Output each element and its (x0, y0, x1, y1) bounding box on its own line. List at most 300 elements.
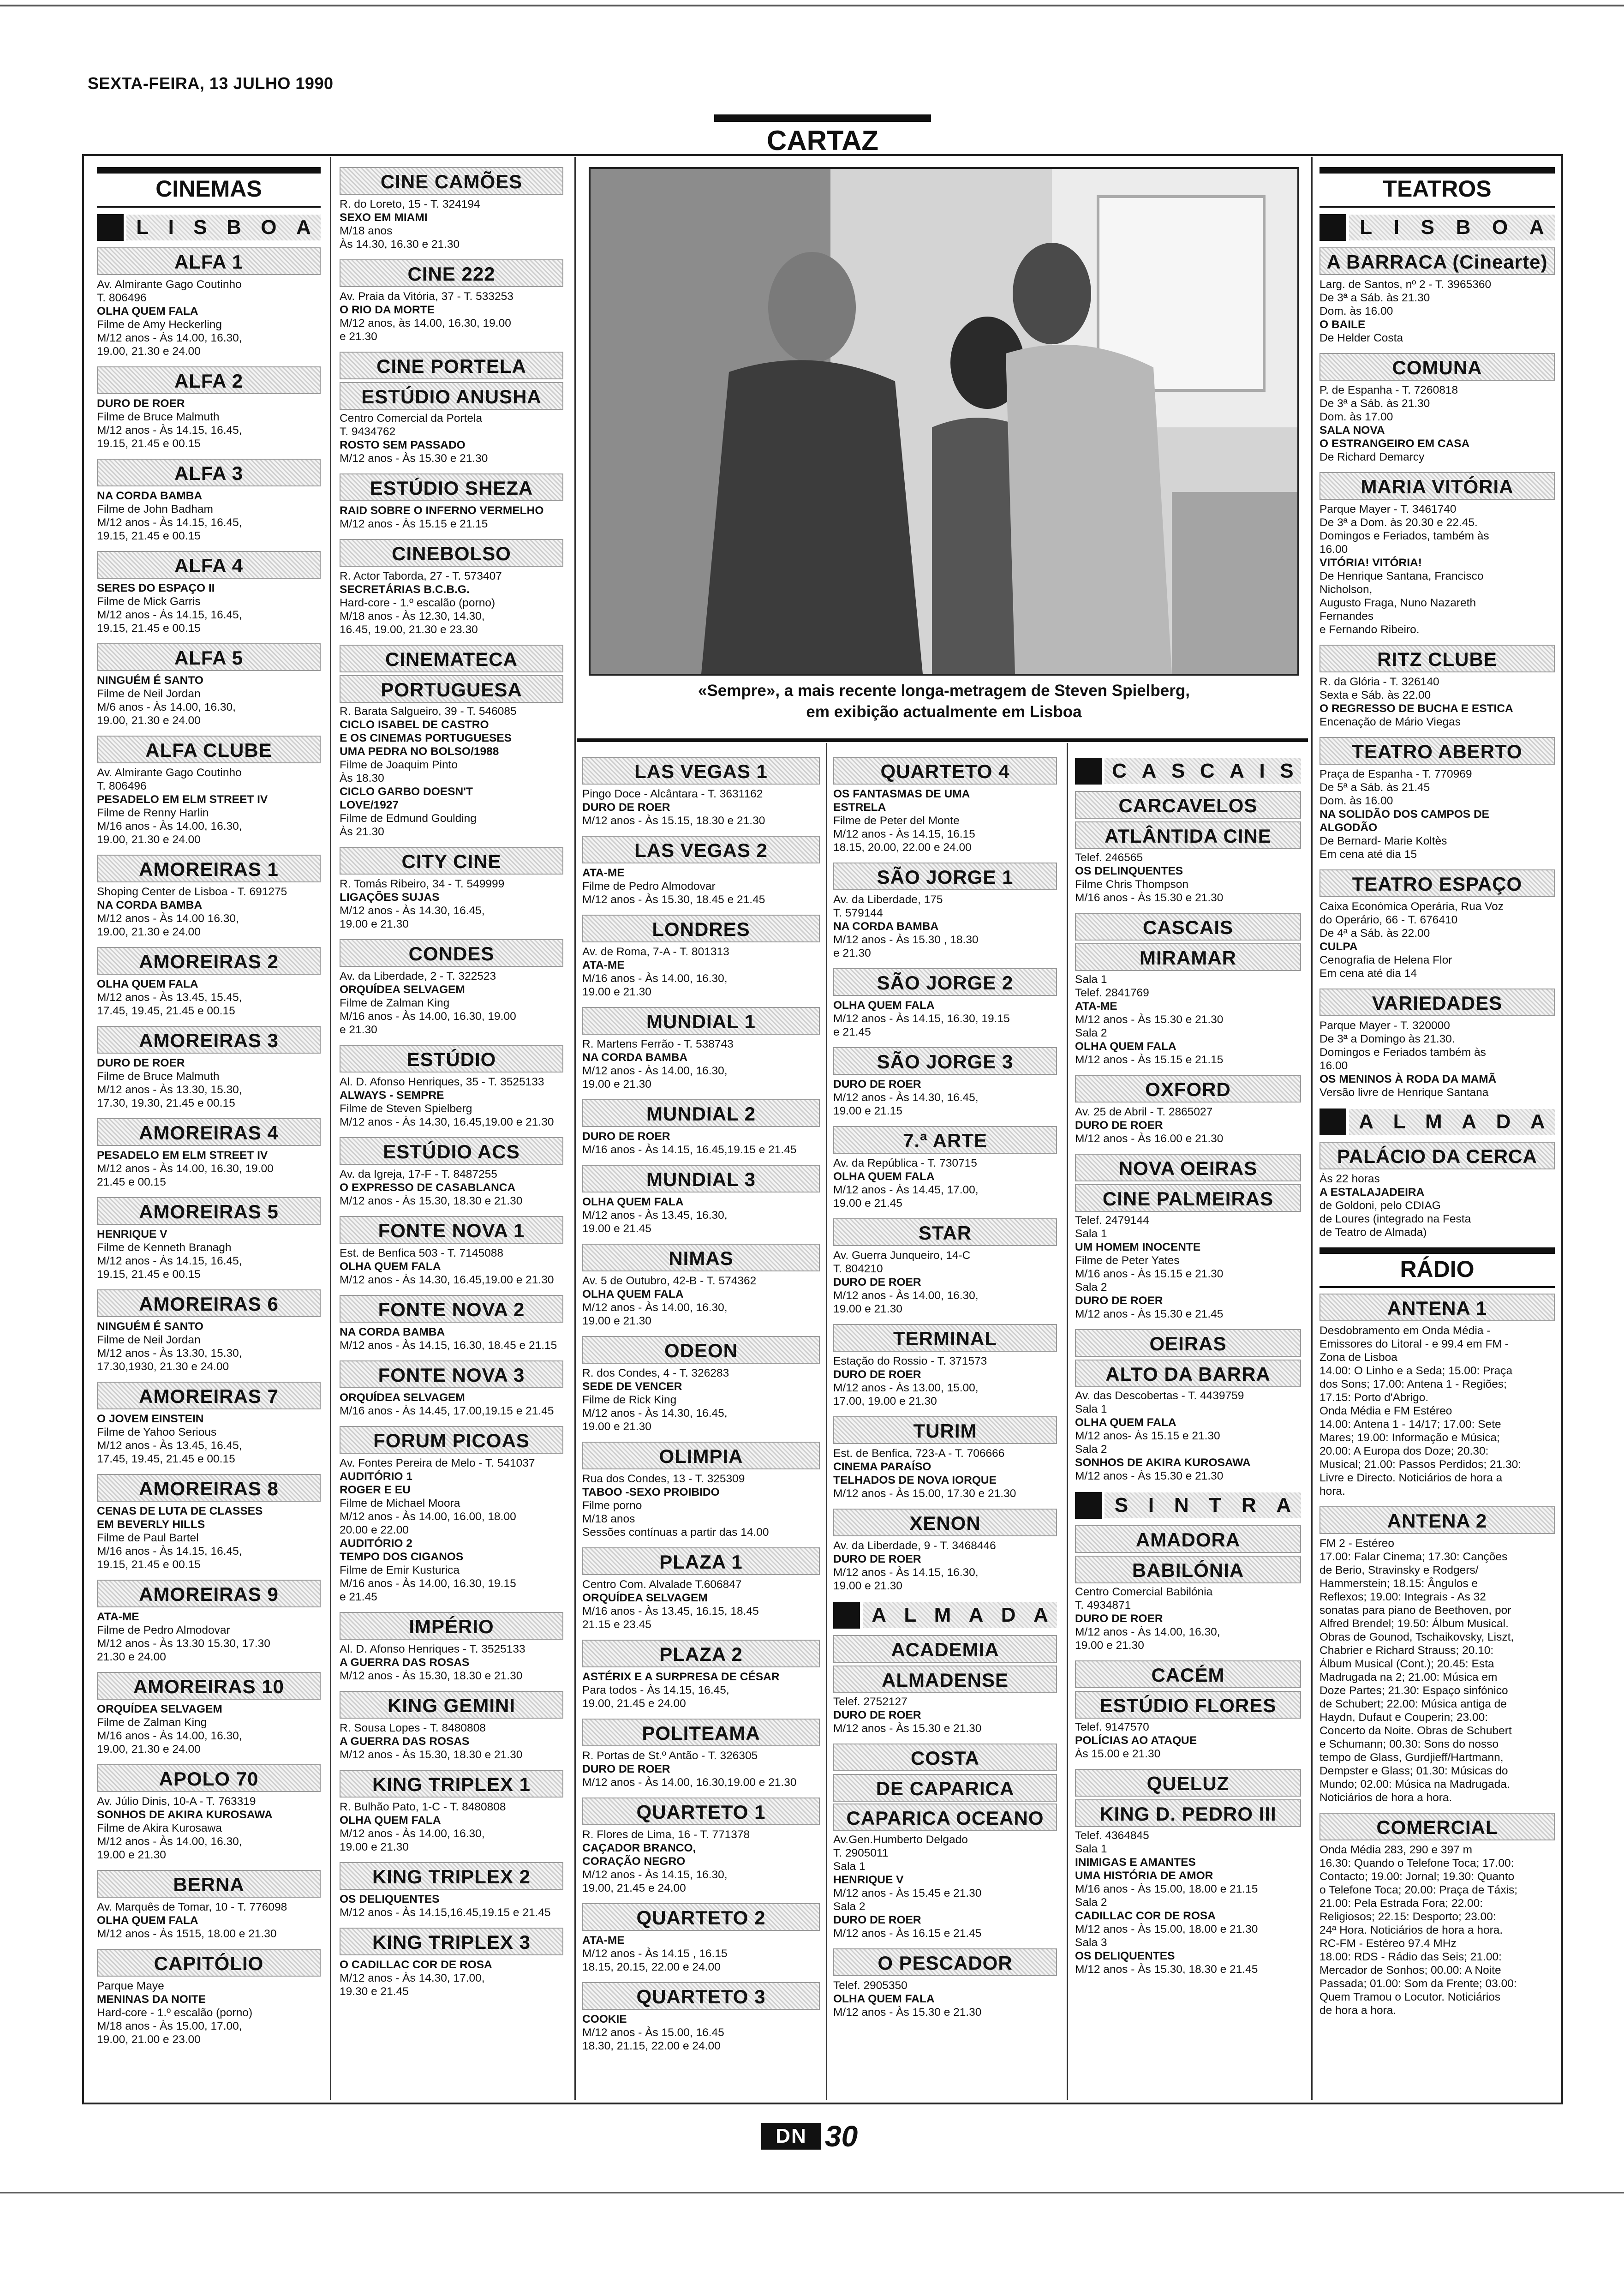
city-bar (1075, 757, 1301, 785)
info-text: Às 15.00 e 21.30 (1075, 1748, 1161, 1760)
venue-name: AMOREIRAS 6 (97, 1289, 321, 1317)
section-heading: RÁDIO (1320, 1247, 1555, 1288)
info-text: M/12 anos - Às 15.30 e 21.30 (1075, 1470, 1224, 1482)
info-text: M/12 anos - Às 14.00 16.30, 19.00, 21.30 e 24.00 (97, 912, 239, 938)
info-text: Filme de Edmund Goulding Às 21.30 (340, 812, 477, 838)
city-name (1105, 1492, 1301, 1518)
info-text: R. Bulhão Pato, 1-C - T. 8480808 (340, 1801, 506, 1813)
info-text: Filme de Renny Harlin M/16 anos - Às 14.00, 16.30, 19.00, 21.30 e 24.00 (97, 807, 242, 846)
venue-name: CINEMATECA (340, 645, 563, 672)
title-text: ATA-ME (1075, 1000, 1117, 1013)
title-text: COOKIE (582, 2013, 627, 2025)
venue-name: AMOREIRAS 8 (97, 1474, 321, 1502)
venue-listing (97, 855, 321, 939)
info-text: M/12 anos- Às 15.15 e 21.30 (1075, 1430, 1220, 1442)
venue-listing (340, 539, 563, 636)
info-text: Sala 3 (1075, 1936, 1107, 1949)
city-letter: I (1393, 216, 1400, 239)
info-text: Parque Maye (97, 1980, 164, 1992)
page-folio (761, 2119, 858, 2153)
info-text: M/12 anos - Às 14.00, 16.30, 19.00 e 21.30 (582, 1065, 728, 1091)
venue-listing (833, 1948, 1057, 2019)
info-text: Av. da Liberdade, 2 - T. 322523 (340, 970, 496, 983)
title-text: ORQUÍDEA SELVAGEM (340, 1391, 465, 1404)
info-text: M/12 anos - Às 16.15 e 21.45 (833, 1927, 982, 1940)
venue-name: ESTÚDIO SHEZA (340, 473, 563, 501)
venue-listing (340, 1360, 563, 1418)
venue-listing (97, 1949, 321, 2046)
title-text: SECRETÁRIAS B.C.B.G. (340, 583, 470, 596)
info-text: De Richard Demarcy (1320, 451, 1425, 463)
info-text: 14.00: Antena 1 - 14/17; 17.00: Sete Mares; 19.00: Informação e Música; 20.00: A Europa dos Doze; 20.30: Musical; 21.00: Passos Perdidos; 21.30: Livre e Directo. Noticiários de hora a hora. (1320, 1418, 1522, 1498)
info-text: M/12 anos - Às 15.00, 18.00 e 21.30 (1075, 1923, 1258, 1935)
info-text: Filme de Pedro Almodovar M/12 anos - Às 15.30, 18.45 e 21.45 (582, 880, 765, 906)
venue-name: POLITEAMA (582, 1719, 820, 1746)
info-text: M/12 anos - Às 13.00, 15.00, 17.00, 19.00 e 21.30 (833, 1382, 979, 1408)
info-text: P. de Espanha - T. 7260818 De 3ª a Sáb. às 21.30 Dom. às 17.00 (1320, 384, 1458, 423)
title-text: RAID SOBRE O INFERNO VERMELHO (340, 504, 544, 517)
venue-name: PLAZA 2 (582, 1640, 820, 1667)
venue-listing (1075, 1154, 1301, 1321)
info-text: M/12 anos - Às 14.00, 16.30, 19.00 e 21.30 (582, 1301, 728, 1327)
venue-listing (1320, 645, 1555, 729)
city-letter: M (934, 1604, 951, 1626)
title-text: CAÇADOR BRANCO, CORAÇÃO NEGRO (582, 1842, 696, 1868)
info-text: M/12 anos - Às 15.30, 18.30 e 21.30 (340, 1670, 523, 1682)
venue-name: QUARTETO 3 (582, 1982, 820, 2010)
title-text: OS FANTASMAS DE UMA ESTRELA (833, 788, 970, 814)
photo-rule (577, 738, 1308, 742)
info-text: Onda Média e FM Estéreo (1320, 1405, 1452, 1417)
venue-name: TEATRO ABERTO (1320, 737, 1555, 765)
title-text: INIMIGAS E AMANTES UMA HISTÓRIA DE AMOR (1075, 1856, 1213, 1882)
venue-name: KING GEMINI (340, 1691, 563, 1719)
city-letter: A (1462, 1110, 1477, 1133)
info-text: M/12 anos - Às 14.30, 17.00, 19.30 e 21.45 (340, 1972, 485, 1998)
info-text: Filme de John Badham M/12 anos - Às 14.15, 16.45, 19.15, 21.45 e 00.15 (97, 503, 242, 542)
title-text: TABOO -SEXO PROIBIDO (582, 1486, 720, 1498)
info-text: Av.Gen.Humberto Delgado T. 2905011 (833, 1834, 968, 1859)
venue-name: ACADEMIA (833, 1635, 1057, 1663)
venue-listing (582, 1640, 820, 1710)
venue-listing (582, 1719, 820, 1789)
info-text: M/16 anos - Às 14.00, 16.30, 19.00 e 21.30 (582, 972, 728, 998)
venue-listing (97, 1764, 321, 1862)
info-text: Filme de Bruce Malmuth M/12 anos - Às 13.30, 15.30, 17.30, 19.30, 21.45 e 00.15 (97, 1070, 242, 1109)
title-text: LIGAÇÕES SUJAS (340, 891, 440, 904)
venue-listing (340, 1862, 563, 1919)
title-text: OS MENINOS À RODA DA MAMÃ (1320, 1073, 1497, 1085)
info-text: Filme de Akira Kurosawa M/12 anos - Às 14.00, 16.30, 19.00 e 21.30 (97, 1822, 242, 1861)
teatros-radio-column (1320, 167, 1555, 2096)
info-text: Filme de Emir Kusturica M/16 anos - Às 14.00, 16.30, 19.15 e 21.45 (340, 1564, 516, 1603)
city-marker (1075, 758, 1102, 785)
info-text: Filme de Michael Moora M/12 anos - Às 14.00, 16.00, 18.00 20.00 e 22.00 (340, 1497, 516, 1536)
info-text: M/12 anos - Às 15.15 e 21.15 (340, 518, 488, 530)
info-text: Av. Praia da Vitória, 37 - T. 533253 (340, 290, 513, 303)
info-text: R. Actor Taborda, 27 - T. 573407 (340, 570, 502, 582)
title-text: NA CORDA BAMBA (97, 899, 203, 911)
title-text: ATA-ME (582, 959, 625, 971)
info-text: Filme de Neil Jordan M/12 anos - Às 13.30, 15.30, 17.30,1930, 21.30 e 24.00 (97, 1334, 242, 1373)
top-rule (0, 5, 1624, 6)
info-text: M/12 anos - Às 15.30 e 21.30 (833, 1722, 982, 1735)
info-text: Filme de Bruce Malmuth M/12 anos - Às 14.15, 16.45, 19.15, 21.45 e 00.15 (97, 411, 242, 450)
title-text: ORQUÍDEA SELVAGEM (582, 1592, 708, 1604)
title-text: OLHA QUEM FALA (582, 1196, 684, 1208)
venue-listing (582, 1099, 820, 1156)
venue-name: CARCAVELOS (1075, 791, 1301, 819)
venue-name: QUARTETO 4 (833, 757, 1057, 785)
info-text: Filme de Peter del Monte M/12 anos - Às 14.15, 16.15 18.15, 20.00, 22.00 e 24.00 (833, 815, 975, 854)
info-text: R. Portas de St.º Antão - T. 326305 (582, 1750, 758, 1762)
city-name (126, 215, 321, 240)
venue-name: PORTUGUESA (340, 675, 563, 703)
title-text: A GUERRA DAS ROSAS (340, 1656, 470, 1669)
title-text: CINEMA PARAÍSO TELHADOS DE NOVA IORQUE (833, 1461, 997, 1486)
venue-listing (340, 1295, 563, 1352)
city-letter: C (1200, 760, 1215, 782)
venue-listing (340, 1216, 563, 1287)
venue-name: CAPITÓLIO (97, 1949, 321, 1977)
venue-listing (1320, 737, 1555, 861)
info-text: M/12 anos - Às 15.30, 18.30 e 21.45 (1075, 1963, 1258, 1976)
venue-name: VARIEDADES (1320, 989, 1555, 1016)
info-text: Av. da Liberdade, 175 T. 579144 (833, 893, 943, 919)
venue-listing (97, 1580, 321, 1664)
venue-name: OEIRAS (1075, 1329, 1301, 1357)
city-letter: N (1174, 1494, 1189, 1516)
info-text: Parque Mayer - T. 3461740 De 3ª a Dom. às 20.30 e 22.45. Domingos e Feriados, também às 16.00 (1320, 503, 1489, 556)
title-text: DURO DE ROER (582, 1763, 670, 1775)
info-text: Onda Média 283, 290 e 397 m (1320, 1844, 1472, 1856)
venue-listing (1320, 989, 1555, 1099)
venue-name: KING TRIPLEX 2 (340, 1862, 563, 1890)
info-text: M/12 anos - Às 15.15 e 21.15 (1075, 1054, 1224, 1066)
venue-listing (97, 1382, 321, 1466)
city-letter: A (1529, 216, 1544, 239)
venue-listing (340, 1770, 563, 1854)
city-letter: O (261, 216, 277, 239)
info-text: Filme de Rick King M/12 anos - Às 14.30, 16.45, 19.00 e 21.30 (582, 1394, 728, 1433)
venue-name: QUELUZ (1075, 1769, 1301, 1797)
info-text: Filme de Kenneth Branagh M/12 anos - Às 14.15, 16.45, 19.15, 21.45 e 00.15 (97, 1241, 242, 1281)
info-text: M/12 anos - Às 14.00, 16.30, 19.00 21.45 e 00.15 (97, 1162, 274, 1188)
title-text: NA SOLIDÃO DOS CAMPOS DE ALGODÃO (1320, 808, 1489, 834)
venue-listing (582, 1903, 820, 1974)
info-text: M/12 anos - Às 14.15, 16.30, 19.00 e 21.30 (833, 1566, 979, 1592)
info-text: M/12 anos - Às 15.30, 18.30 e 21.30 (340, 1195, 523, 1207)
info-text: Telef. 2905350 (833, 1979, 908, 1992)
title-text: OLHA QUEM FALA (833, 1170, 935, 1183)
venue-name: SÃO JORGE 1 (833, 863, 1057, 890)
title-text: ATA-ME (97, 1611, 139, 1623)
city-marker (97, 214, 124, 241)
venue-listing (97, 1026, 321, 1110)
venue-name: LONDRES (582, 915, 820, 942)
city-name (1349, 1109, 1555, 1135)
title-text: TEMPO DOS CIGANOS (340, 1551, 464, 1563)
venue-listing (582, 1982, 820, 2053)
info-text: Cenografia de Helena Flor Em cena até dia 14 (1320, 954, 1452, 980)
title-text: OLHA QUEM FALA (97, 305, 198, 318)
venue-listing (97, 1197, 321, 1281)
info-text: Est. de Benfica 503 - T. 7145088 (340, 1247, 504, 1259)
venue-listing (833, 1218, 1057, 1316)
title-text: DURO DE ROER (833, 1276, 921, 1288)
info-text: Filme Chris Thompson M/16 anos - Às 15.30 e 21.30 (1075, 878, 1224, 904)
info-text: M/12 anos - Às 14.30, 16.45, 19.00 e 21.15 (833, 1091, 979, 1117)
section-heading: CINEMAS (97, 167, 321, 208)
title-text: ORQUÍDEA SELVAGEM (97, 1703, 222, 1715)
venue-listing (1320, 472, 1555, 636)
dateline: SEXTA-FEIRA, 13 JULHO 1990 (88, 74, 334, 93)
venue-name: MUNDIAL 3 (582, 1165, 820, 1192)
info-text: M/12 anos, às 14.00, 16.30, 19.00 e 21.30 (340, 317, 511, 343)
info-text: M/12 anos - Às 14.00, 16.30, 19.00 e 21.30 (340, 1828, 485, 1853)
venue-name: AMADORA (1075, 1525, 1301, 1553)
title-text: O BAILE (1320, 318, 1366, 331)
venue-listing (833, 1324, 1057, 1408)
title-text: DURO DE ROER (833, 1553, 921, 1565)
info-text: Shoping Center de Lisboa - T. 691275 (97, 886, 287, 898)
info-text: M/16 anos - Às 14.15, 16.45,19.15 e 21.45 (582, 1144, 797, 1156)
page-number: 30 (825, 2120, 858, 2153)
title-text: DURO DE ROER (1075, 1119, 1163, 1132)
venue-name: TEATRO ESPAÇO (1320, 869, 1555, 897)
venue-listing (340, 259, 563, 343)
venue-name: ALFA 4 (97, 551, 321, 579)
info-text: Sala 2 (1075, 1896, 1107, 1909)
title-text: OLHA QUEM FALA (340, 1814, 441, 1827)
info-text: M/12 anos - Às 14.15 , 16.15 18.15, 20.15, 22.00 e 24.00 (582, 1947, 728, 1973)
city-bar (1320, 213, 1555, 242)
venue-listing (340, 645, 563, 839)
info-text: M/12 anos - Às 13.45, 15.45, 17.45, 19.45, 21.45 e 00.15 (97, 991, 242, 1017)
info-text: Telef. 9147570 (1075, 1721, 1149, 1733)
info-text: Sala 2 (1075, 1443, 1107, 1456)
venue-listing (582, 1007, 820, 1091)
newspaper-logo: DN (761, 2123, 821, 2150)
info-text: Centro Comercial Babilónia T. 4934871 (1075, 1586, 1213, 1612)
venue-listing (1320, 869, 1555, 980)
city-bar (1320, 1108, 1555, 1136)
venue-name: ALFA CLUBE (97, 736, 321, 763)
info-text: Filme de Steven Spielberg M/12 anos - Às 14.30, 16.45,19.00 e 21.30 (340, 1103, 554, 1128)
title-text: A GUERRA DAS ROSAS (340, 1735, 470, 1748)
venue-listing (97, 366, 321, 450)
section-title: CARTAZ (714, 114, 931, 156)
info-text: Av. da Liberdade, 9 - T. 3468446 (833, 1540, 996, 1552)
title-text: O EXPRESSO DE CASABLANCA (340, 1181, 516, 1194)
venue-listing (340, 1426, 563, 1604)
info-text: M/12 anos - Às 14.15,16.45,19.15 e 21.45 (340, 1906, 551, 1919)
column-rule (826, 743, 827, 2100)
title-text: ATA-ME (582, 1934, 625, 1947)
venue-name: ALFA 3 (97, 459, 321, 486)
info-text: Para todos - Às 14.15, 16.45, 19.00, 21.45 e 24.00 (582, 1684, 729, 1710)
info-text: M/16 anos - Às 13.45, 16.15, 18.45 21.15 e 23.45 (582, 1605, 759, 1631)
info-text: M/12 anos - Às 14.00, 16.30,19.00 e 21.30 (582, 1776, 797, 1789)
city-letter: A (872, 1604, 886, 1626)
venue-name: 7.ª ARTE (833, 1126, 1057, 1154)
title-text: VITÓRIA! VITÓRIA! (1320, 557, 1422, 569)
info-text: M/12 anos - Às 14.30, 16.45, 19.00 e 21.30 (340, 905, 485, 930)
city-letter: A (1141, 760, 1157, 782)
venue-listing (582, 836, 820, 906)
venue-name: ESTÚDIO ACS (340, 1137, 563, 1165)
info-text: Encenação de Mário Viegas (1320, 716, 1461, 728)
venue-name: CINE 222 (340, 259, 563, 287)
city-name (1349, 215, 1555, 240)
info-text: Hard-core - 1.º escalão (porno) M/18 anos - Às 15.00, 17.00, 19.00, 21.00 e 23.00 (97, 2007, 253, 2046)
venue-listing (97, 736, 321, 846)
city-name (1105, 758, 1301, 784)
title-text: NA CORDA BAMBA (582, 1051, 688, 1064)
info-text: M/12 anos - Às 15.45 e 21.30 (833, 1887, 982, 1900)
info-text: R. Flores de Lima, 16 - T. 771378 (582, 1828, 750, 1841)
info-text: Al. D. Afonso Henriques, 35 - T. 3525133 (340, 1076, 544, 1088)
cinemas-column-5 (1075, 757, 1301, 2095)
city-letter: R (1241, 1494, 1256, 1516)
city-letter: M (1425, 1110, 1442, 1133)
info-text: Filme de Peter Yates M/16 anos - Às 15.15 e 21.30 (1075, 1254, 1224, 1280)
title-text: HENRIQUE V (97, 1228, 167, 1240)
venue-name: OXFORD (1075, 1075, 1301, 1103)
venue-name: OLIMPIA (582, 1442, 820, 1469)
info-text: R. Barata Salgueiro, 39 - T. 546085 (340, 705, 517, 718)
title-text: HENRIQUE V (833, 1874, 904, 1886)
city-letter: D (1496, 1110, 1511, 1133)
venue-listing (340, 939, 563, 1037)
info-text: Rua dos Condes, 13 - T. 325309 (582, 1473, 745, 1485)
info-text: de Goldoni, pelo CDIAG de Loures (integrado na Festa de Teatro de Almada) (1320, 1199, 1471, 1239)
venue-name: DE CAPARICA (833, 1774, 1057, 1802)
info-text: Av. da República - T. 730715 (833, 1157, 977, 1169)
title-text: OS DELINQUENTES (1075, 865, 1183, 877)
venue-listing (1075, 913, 1301, 1067)
info-text: R. do Loreto, 15 - T. 324194 (340, 198, 480, 210)
city-letter: S (193, 216, 207, 239)
city-letter: I (1259, 760, 1265, 782)
info-text: Av. da Igreja, 17-F - T. 8487255 (340, 1168, 497, 1180)
venue-name: FONTE NOVA 1 (340, 1216, 563, 1244)
photo-caption (589, 680, 1299, 723)
info-text: Sala 2 (1075, 1027, 1107, 1039)
venue-listing (582, 757, 820, 827)
city-letter: L (136, 216, 149, 239)
title-text: DURO DE ROER (833, 1709, 921, 1721)
venue-listing (340, 1045, 563, 1129)
venue-name: FONTE NOVA 3 (340, 1360, 563, 1388)
venue-listing (833, 1126, 1057, 1210)
venue-name: TURIM (833, 1416, 1057, 1444)
venue-name: CINEBOLSO (340, 539, 563, 567)
info-text: Estação do Rossio - T. 371573 (833, 1355, 987, 1367)
venue-name: SÃO JORGE 3 (833, 1047, 1057, 1075)
venue-listing (582, 915, 820, 999)
title-text: OLHA QUEM FALA (340, 1260, 441, 1273)
city-marker (1075, 1492, 1102, 1519)
venue-name: CASCAIS (1075, 913, 1301, 941)
info-text: Telef. 2479144 Sala 1 (1075, 1214, 1149, 1240)
info-text: Filme de Zalman King M/16 anos - Às 14.00, 16.30, 19.00, 21.30 e 24.00 (97, 1716, 242, 1756)
venue-listing (582, 1336, 820, 1433)
venue-listing (97, 947, 321, 1018)
city-bar (97, 213, 321, 242)
info-text: M/16 anos - Às 15.00, 18.00 e 21.15 (1075, 1883, 1258, 1895)
info-text: RC-FM - Estéreo 97.4 MHz (1320, 1937, 1457, 1950)
venue-name: LAS VEGAS 1 (582, 757, 820, 785)
venue-listing (1075, 791, 1301, 905)
title-text: DURO DE ROER (1075, 1294, 1163, 1307)
venue-listing (340, 1691, 563, 1762)
title-text: DURO DE ROER (582, 801, 670, 814)
info-text: R. dos Condes, 4 - T. 326283 (582, 1367, 729, 1379)
venue-name: AMOREIRAS 1 (97, 855, 321, 882)
venue-listing (833, 757, 1057, 854)
venue-listing (1075, 1525, 1301, 1652)
info-text: R. Tomás Ribeiro, 34 - T. 549999 (340, 878, 505, 890)
info-text: De Henrique Santana, Francisco Nicholson, Augusto Fraga, Nuno Nazareth Fernandes e Fernando Ribeiro. (1320, 570, 1484, 636)
info-text: De Helder Costa (1320, 332, 1403, 344)
venue-name: AMOREIRAS 9 (97, 1580, 321, 1607)
venue-name: FORUM PICOAS (340, 1426, 563, 1454)
venue-name: BERNA (97, 1870, 321, 1898)
info-text: Sala 2 (1075, 1281, 1107, 1294)
info-text: Filme de Zalman King M/16 anos - Às 14.00, 16.30, 19.00 e 21.30 (340, 997, 516, 1036)
info-text: Sala 1 Telef. 2841769 (1075, 973, 1149, 999)
title-text: SALA NOVA O ESTRANGEIRO EM CASA (1320, 424, 1470, 450)
info-text: Hard-core - 1.º escalão (porno) M/18 anos - Às 12.30, 14.30, 16.45, 19.00, 21.30 e 23.30 (340, 597, 496, 636)
info-text: FM 2 - Estéreo (1320, 1537, 1395, 1550)
venue-name: ANTENA 1 (1320, 1294, 1555, 1321)
venue-listing (582, 1244, 820, 1328)
info-text: Pingo Doce - Alcântara - T. 3631162 (582, 788, 763, 800)
city-letter: I (168, 216, 174, 239)
title-text: DURO DE ROER (97, 397, 185, 410)
city-marker (1320, 214, 1346, 241)
info-text: Filme de Mick Garris M/12 anos - Às 14.15, 16.45, 19.15, 21.45 e 00.15 (97, 595, 242, 635)
title-text: CICLO ISABEL DE CASTRO E OS CINEMAS PORTUGUESES UMA PEDRA NO BOLSO/1988 (340, 719, 512, 758)
city-bar (833, 1601, 1057, 1630)
city-letter: A (1230, 760, 1244, 782)
title-text: SEDE DE VENCER (582, 1380, 682, 1393)
venue-listing (833, 1509, 1057, 1593)
venue-name: CITY CINE (340, 847, 563, 875)
title-text: DURO DE ROER (582, 1130, 670, 1143)
info-text: Larg. de Santos, nº 2 - T. 3965360 De 3ª a Sáb. às 21.30 Dom. às 16.00 (1320, 278, 1492, 318)
title-text: DURO DE ROER (833, 1078, 921, 1091)
info-text: Av. Guerra Junqueiro, 14-C T. 804210 (833, 1249, 971, 1275)
info-text: M/12 anos - Às 15.30 e 21.30 (1075, 1013, 1224, 1026)
city-bar (1075, 1491, 1301, 1520)
title-text: AUDITÓRIO 1 (340, 1470, 412, 1483)
venue-name: XENON (833, 1509, 1057, 1536)
city-letter: L (1393, 1110, 1406, 1133)
info-text: R. Sousa Lopes - T. 8480808 (340, 1722, 486, 1734)
info-text: Est. de Benfica, 723-A - T. 706666 (833, 1447, 1005, 1460)
title-text: OLHA QUEM FALA (1075, 1416, 1176, 1429)
venue-name: AMOREIRAS 4 (97, 1118, 321, 1146)
venue-listing (833, 1047, 1057, 1118)
title-text: ORQUÍDEA SELVAGEM (340, 983, 465, 996)
info-text: M/12 anos - Às 14.15, 16.30, 19.00, 21.45 e 24.00 (582, 1869, 728, 1894)
title-text: PESADELO EM ELM STREET IV (97, 793, 268, 806)
title-text: ROGER E EU (340, 1484, 411, 1496)
cinemas-column-1 (97, 167, 321, 2096)
photo-caption-line-2: em exibição actualmente em Lisboa (806, 703, 1082, 721)
